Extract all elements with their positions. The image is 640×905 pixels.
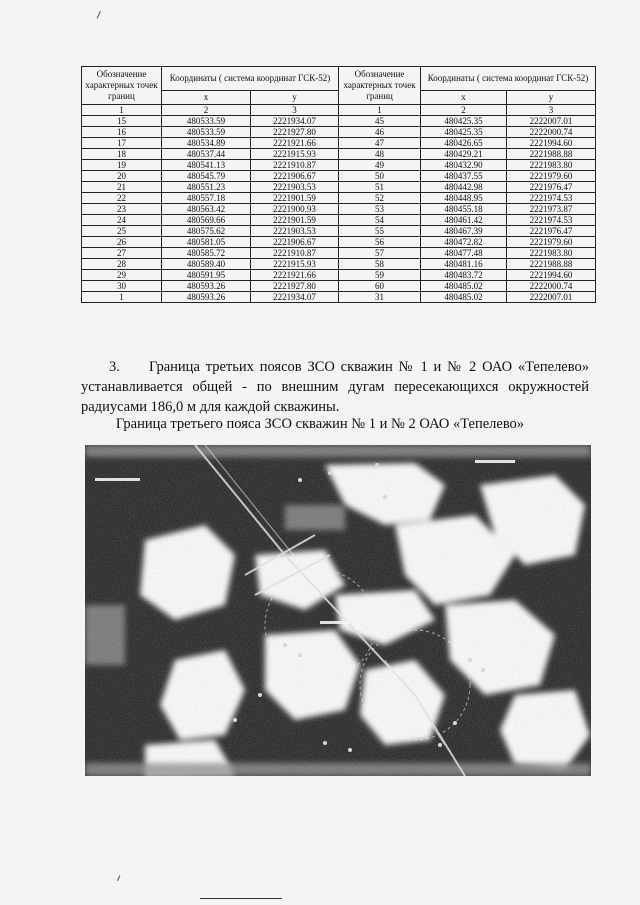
table-cell: 2222000.74 (507, 127, 596, 138)
table-row (82, 127, 596, 138)
table-cell: 59 (339, 270, 421, 281)
table-cell: 53 (339, 204, 421, 215)
table-cell: 2221974.53 (507, 193, 596, 204)
table-cell: 2221988.88 (507, 149, 596, 160)
table-cell: 2221927.80 (251, 281, 339, 292)
table-cell: 2221974.53 (507, 215, 596, 226)
table-cell: 1 (82, 105, 162, 116)
table-cell: 30 (82, 281, 162, 292)
table-cell: 480477.48 (421, 248, 507, 259)
table-cell: 480442.98 (421, 182, 507, 193)
header-y-right: y (507, 90, 596, 104)
table-cell: 480575.62 (162, 226, 251, 237)
table-row (82, 281, 596, 292)
table-cell: 55 (339, 226, 421, 237)
table-body (82, 105, 596, 303)
table-cell: 21 (82, 182, 162, 193)
table-cell: 52 (339, 193, 421, 204)
scan-mark (117, 875, 124, 883)
table-cell: 2221901.59 (251, 193, 339, 204)
table-cell: 480593.26 (162, 292, 251, 303)
table-row (82, 171, 596, 182)
table-cell: 20 (82, 171, 162, 182)
table-cell: 480569.66 (162, 215, 251, 226)
table-cell: 2222007.01 (507, 116, 596, 127)
table-row (82, 149, 596, 160)
table-cell: 54 (339, 215, 421, 226)
table-cell: 56 (339, 237, 421, 248)
table-cell: 2221903.53 (251, 226, 339, 237)
table-row (82, 138, 596, 149)
table-cell: 2221915.93 (251, 259, 339, 270)
table-cell: 19 (82, 160, 162, 171)
table-cell: 1 (339, 105, 421, 116)
table-cell: 480534.89 (162, 138, 251, 149)
header-x-right: x (421, 90, 507, 104)
table-cell: 57 (339, 248, 421, 259)
header-coords-left: Координаты ( система координат ГСК-52) (162, 67, 339, 91)
table-row (82, 204, 596, 215)
table-cell: 480432.90 (421, 160, 507, 171)
table-row (82, 270, 596, 281)
table-cell: 18 (82, 149, 162, 160)
map-image (85, 445, 591, 776)
table-cell: 480425.35 (421, 127, 507, 138)
table-cell: 2221988.88 (507, 259, 596, 270)
table-cell: 15 (82, 116, 162, 127)
table-cell: 2 (421, 105, 507, 116)
table-cell: 2221994.60 (507, 270, 596, 281)
table-cell: 480437.55 (421, 171, 507, 182)
table-cell: 480581.05 (162, 237, 251, 248)
table-cell: 2221994.60 (507, 138, 596, 149)
table-cell: 480472.82 (421, 237, 507, 248)
coordinates-table (81, 66, 596, 303)
table-cell: 2221973.87 (507, 204, 596, 215)
table-cell: 480448.95 (421, 193, 507, 204)
table-cell: 2221927.80 (251, 127, 339, 138)
map-photo (85, 445, 591, 776)
table-cell: 28 (82, 259, 162, 270)
table-cell: 480551.23 (162, 182, 251, 193)
table-cell: 17 (82, 138, 162, 149)
table-cell: 48 (339, 149, 421, 160)
table-cell: 22 (82, 193, 162, 204)
table-row (82, 226, 596, 237)
table-cell: 2221934.07 (251, 116, 339, 127)
table-row (82, 116, 596, 127)
table-cell: 480483.72 (421, 270, 507, 281)
table-cell: 3 (507, 105, 596, 116)
table-cell: 480425.35 (421, 116, 507, 127)
table-cell: 2221906.67 (251, 171, 339, 182)
table-cell: 27 (82, 248, 162, 259)
table-cell: 480593.26 (162, 281, 251, 292)
table-cell: 2221979.60 (507, 171, 596, 182)
table-cell: 3 (251, 105, 339, 116)
header-point-right: Обозначение характерных точек границ (339, 67, 421, 105)
table-cell: 480485.02 (421, 281, 507, 292)
table-cell: 480591.95 (162, 270, 251, 281)
table-row (82, 259, 596, 270)
table-row (82, 193, 596, 204)
table-cell: 2221903.53 (251, 182, 339, 193)
scan-mark (97, 11, 107, 21)
table-cell: 480557.18 (162, 193, 251, 204)
table-cell: 2221915.93 (251, 149, 339, 160)
table-cell: 2221921.66 (251, 270, 339, 281)
footer-rule (200, 898, 282, 899)
table-cell: 60 (339, 281, 421, 292)
map-caption: Граница третьего пояса ЗСО скважин № 1 и № 2 ОАО «Тепелево» (115, 416, 525, 432)
table-cell: 2221921.66 (251, 138, 339, 149)
header-y-left: y (251, 90, 339, 104)
table-cell: 480429.21 (421, 149, 507, 160)
table-cell: 58 (339, 259, 421, 270)
table-cell: 47 (339, 138, 421, 149)
table-cell: 480541.13 (162, 160, 251, 171)
table-cell: 2221983.80 (507, 248, 596, 259)
table-cell: 480426.65 (421, 138, 507, 149)
table-cell: 480533.59 (162, 116, 251, 127)
table-cell: 1 (82, 292, 162, 303)
table-cell: 480589.40 (162, 259, 251, 270)
section-3-paragraph: 3. Граница третьих поясов ЗСО скважин № 1 и № 2 ОАО «Тепелево» устанавливается общей - по внешним дугам пересекающихся окружностей радиусами 186,0 м для каждой скважины. (81, 359, 589, 415)
table-cell: 2221910.87 (251, 248, 339, 259)
table-cell: 25 (82, 226, 162, 237)
table-cell: 480537.44 (162, 149, 251, 160)
table-cell: 480585.72 (162, 248, 251, 259)
table-row (82, 160, 596, 171)
table-row (82, 248, 596, 259)
table-cell: 31 (339, 292, 421, 303)
table-cell: 480461.42 (421, 215, 507, 226)
table-cell: 46 (339, 127, 421, 138)
header-coords-right: Координаты ( система координат ГСК-52) (421, 67, 596, 91)
table-cell: 26 (82, 237, 162, 248)
table-cell: 45 (339, 116, 421, 127)
table-cell: 16 (82, 127, 162, 138)
table-row (82, 237, 596, 248)
header-x-left: x (162, 90, 251, 104)
table-cell: 2221983.80 (507, 160, 596, 171)
table-cell: 51 (339, 182, 421, 193)
table-cell: 2222007.01 (507, 292, 596, 303)
table-row (82, 292, 596, 303)
table-cell: 49 (339, 160, 421, 171)
table-cell: 2221979.60 (507, 237, 596, 248)
table-cell: 480545.79 (162, 171, 251, 182)
table-cell: 2 (162, 105, 251, 116)
table-cell: 23 (82, 204, 162, 215)
table-cell: 2221910.87 (251, 160, 339, 171)
table-cell: 480563.42 (162, 204, 251, 215)
table-cell: 480455.18 (421, 204, 507, 215)
table-cell: 2221976.47 (507, 226, 596, 237)
table-row (82, 215, 596, 226)
table-cell: 2221906.67 (251, 237, 339, 248)
table-cell: 29 (82, 270, 162, 281)
table-cell: 480485.02 (421, 292, 507, 303)
table-index-row (82, 105, 596, 116)
table-cell: 480533.59 (162, 127, 251, 138)
table-cell: 480467.39 (421, 226, 507, 237)
table-cell: 2221901.59 (251, 215, 339, 226)
table-cell: 2221900.93 (251, 204, 339, 215)
header-point-left: Обозначение характерных точек границ (82, 67, 162, 105)
table-cell: 480481.16 (421, 259, 507, 270)
table-cell: 24 (82, 215, 162, 226)
table-cell: 2221976.47 (507, 182, 596, 193)
table-cell: 2222000.74 (507, 281, 596, 292)
table-cell: 2221934.07 (251, 292, 339, 303)
table-cell: 50 (339, 171, 421, 182)
table-row (82, 182, 596, 193)
